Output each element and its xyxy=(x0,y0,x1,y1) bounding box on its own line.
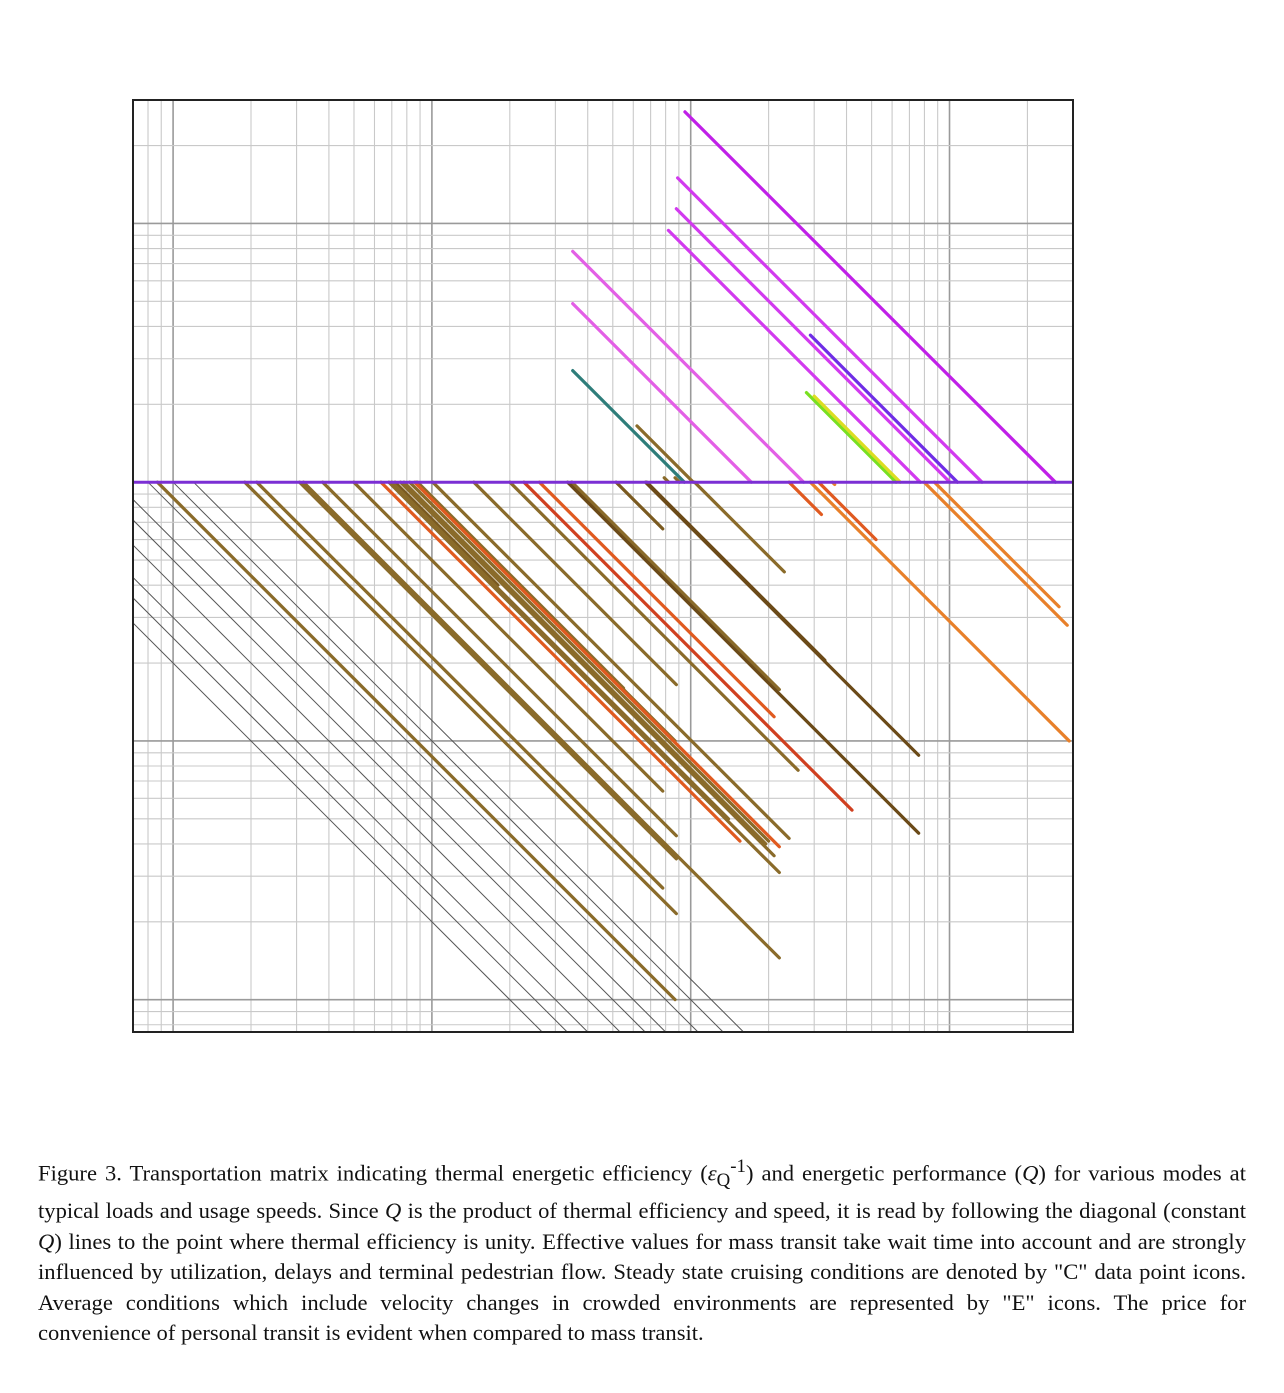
diagonal-line xyxy=(676,209,950,482)
diagonal-line-grey xyxy=(70,482,620,1032)
diagonal-line xyxy=(810,482,1069,741)
diagonal-line-grey xyxy=(194,482,744,1032)
diagonal-line xyxy=(433,482,789,838)
figure-caption: Figure 3. Transportation matrix indicating thermal energetic efficiency $(\varepsilon_Q^{-1})$ and energetic performance (Q) for various modes at typical loads and usage speeds. Since Q is the product of thermal efficiency and speed, it is read by following the diagonal (constant Q) lines to the point where thermal efficiency is unity. Effective values for mass transit take wait time into account and are strongly influenced by utilization, delays and terminal pedestrian flow. Steady state cruising conditions are denoted by "C" data point icons. Average conditions which include velocity changes in crowded environments are represented by "E" icons. The price for convenience of personal transit is evident when compared to mass transit. xyxy=(38,1156,1246,1346)
diagonal-line xyxy=(685,112,1055,482)
diagonal-line-grey xyxy=(116,482,666,1032)
diagonal-line-grey xyxy=(148,482,698,1032)
diagonal-line xyxy=(573,371,685,483)
diagonal-line-grey xyxy=(95,482,645,1032)
diagonal-line xyxy=(924,482,1067,625)
diagonal-line xyxy=(668,230,920,482)
diagonal-line-grey xyxy=(0,482,542,1032)
diagonal-line-grey xyxy=(38,482,588,1032)
diagonal-line-grey xyxy=(173,482,723,1032)
diagonal-line xyxy=(814,396,900,482)
diagonal-line xyxy=(934,482,1059,607)
diagonal-line xyxy=(810,335,957,482)
diagonal-line xyxy=(573,304,752,483)
diagonal-line xyxy=(645,482,918,755)
diagonal-line xyxy=(695,482,785,572)
diagonal-lines xyxy=(0,112,1069,1032)
diagonal-line xyxy=(539,482,774,717)
diagonal-line xyxy=(819,482,876,539)
